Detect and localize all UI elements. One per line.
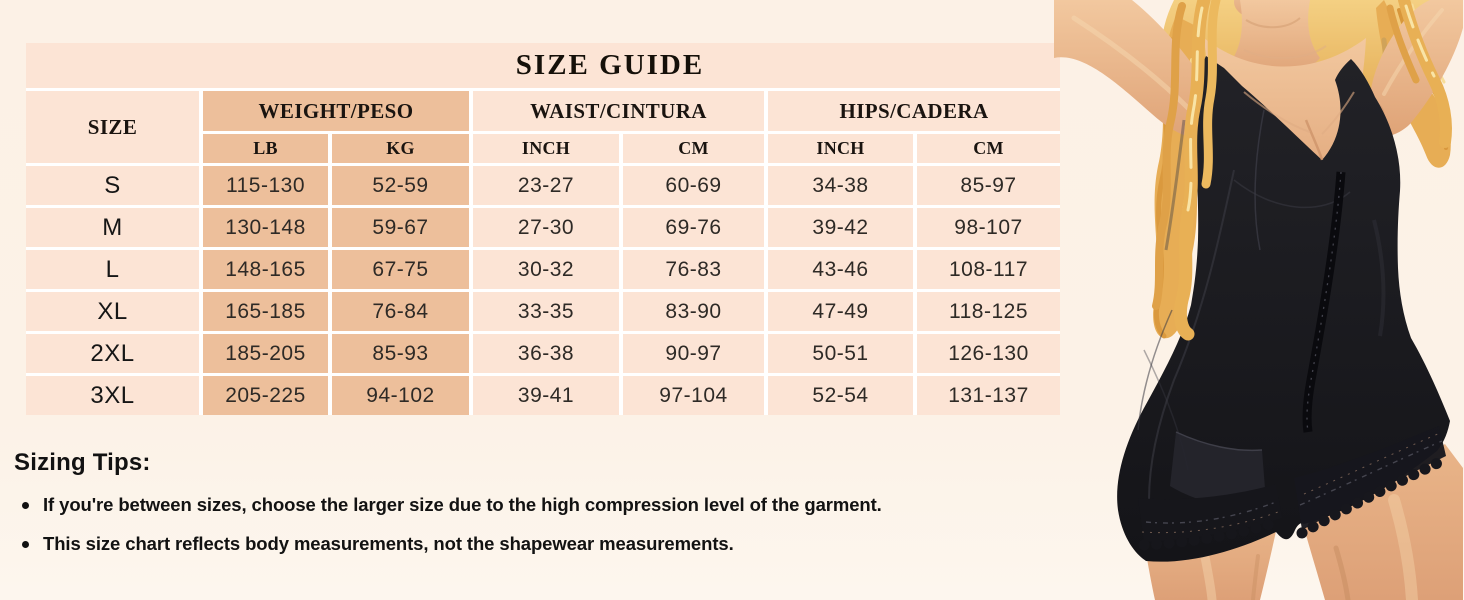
size-table <box>26 43 1060 415</box>
sizing-tips-heading: Sizing Tips: <box>14 449 151 476</box>
subheader-lb: LB <box>203 134 328 163</box>
col-header-hips: HIPS/CADERA <box>768 91 1060 131</box>
bullet-icon <box>22 502 29 509</box>
table-cell: 34-38 <box>768 166 913 205</box>
table-cell: 165-185 <box>203 292 328 331</box>
size-label: M <box>26 208 199 247</box>
table-cell: 39-42 <box>768 208 913 247</box>
col-header-weight: WEIGHT/PESO <box>203 91 469 131</box>
subheader-hips-cm: CM <box>917 134 1060 163</box>
size-label: XL <box>26 292 199 331</box>
col-header-waist: WAIST/CINTURA <box>473 91 764 131</box>
table-cell: 148-165 <box>203 250 328 289</box>
table-cell: 60-69 <box>623 166 764 205</box>
table-cell: 205-225 <box>203 376 328 415</box>
table-cell: 90-97 <box>623 334 764 373</box>
table-cell: 76-84 <box>332 292 469 331</box>
subheader-waist-inch: INCH <box>473 134 619 163</box>
col-header-size: SIZE <box>26 91 199 163</box>
size-label: S <box>26 166 199 205</box>
table-cell: 85-93 <box>332 334 469 373</box>
table-cell: 39-41 <box>473 376 619 415</box>
table-cell: 52-54 <box>768 376 913 415</box>
table-cell: 23-27 <box>473 166 619 205</box>
model-photo <box>1054 0 1464 600</box>
table-cell: 97-104 <box>623 376 764 415</box>
table-cell: 98-107 <box>917 208 1060 247</box>
subheader-kg: KG <box>332 134 469 163</box>
model-illustration <box>1054 0 1464 600</box>
sizing-tips-section <box>14 449 1004 555</box>
size-label: 2XL <box>26 334 199 373</box>
tip-text: If you're between sizes, choose the larger size due to the high compression level of the garment. <box>43 494 882 515</box>
table-cell: 108-117 <box>917 250 1060 289</box>
tip-text: This size chart reflects body measurements, not the shapewear measurements. <box>43 533 734 554</box>
subheader-hips-inch: INCH <box>768 134 913 163</box>
table-cell: 94-102 <box>332 376 469 415</box>
table-cell: 30-32 <box>473 250 619 289</box>
table-cell: 67-75 <box>332 250 469 289</box>
table-cell: 27-30 <box>473 208 619 247</box>
table-cell: 131-137 <box>917 376 1060 415</box>
table-cell: 47-49 <box>768 292 913 331</box>
page-title: SIZE GUIDE <box>26 43 1060 88</box>
table-cell: 59-67 <box>332 208 469 247</box>
list-item <box>14 533 1004 555</box>
table-cell: 52-59 <box>332 166 469 205</box>
table-cell: 76-83 <box>623 250 764 289</box>
table-cell: 185-205 <box>203 334 328 373</box>
table-cell: 118-125 <box>917 292 1060 331</box>
bullet-icon <box>22 541 29 548</box>
size-label: 3XL <box>26 376 199 415</box>
table-cell: 85-97 <box>917 166 1060 205</box>
table-cell: 33-35 <box>473 292 619 331</box>
table-cell: 50-51 <box>768 334 913 373</box>
table-cell: 43-46 <box>768 250 913 289</box>
table-cell: 36-38 <box>473 334 619 373</box>
table-cell: 115-130 <box>203 166 328 205</box>
table-cell: 126-130 <box>917 334 1060 373</box>
table-cell: 69-76 <box>623 208 764 247</box>
list-item <box>14 494 1004 516</box>
table-cell: 130-148 <box>203 208 328 247</box>
size-label: L <box>26 250 199 289</box>
table-cell: 83-90 <box>623 292 764 331</box>
subheader-waist-cm: CM <box>623 134 764 163</box>
